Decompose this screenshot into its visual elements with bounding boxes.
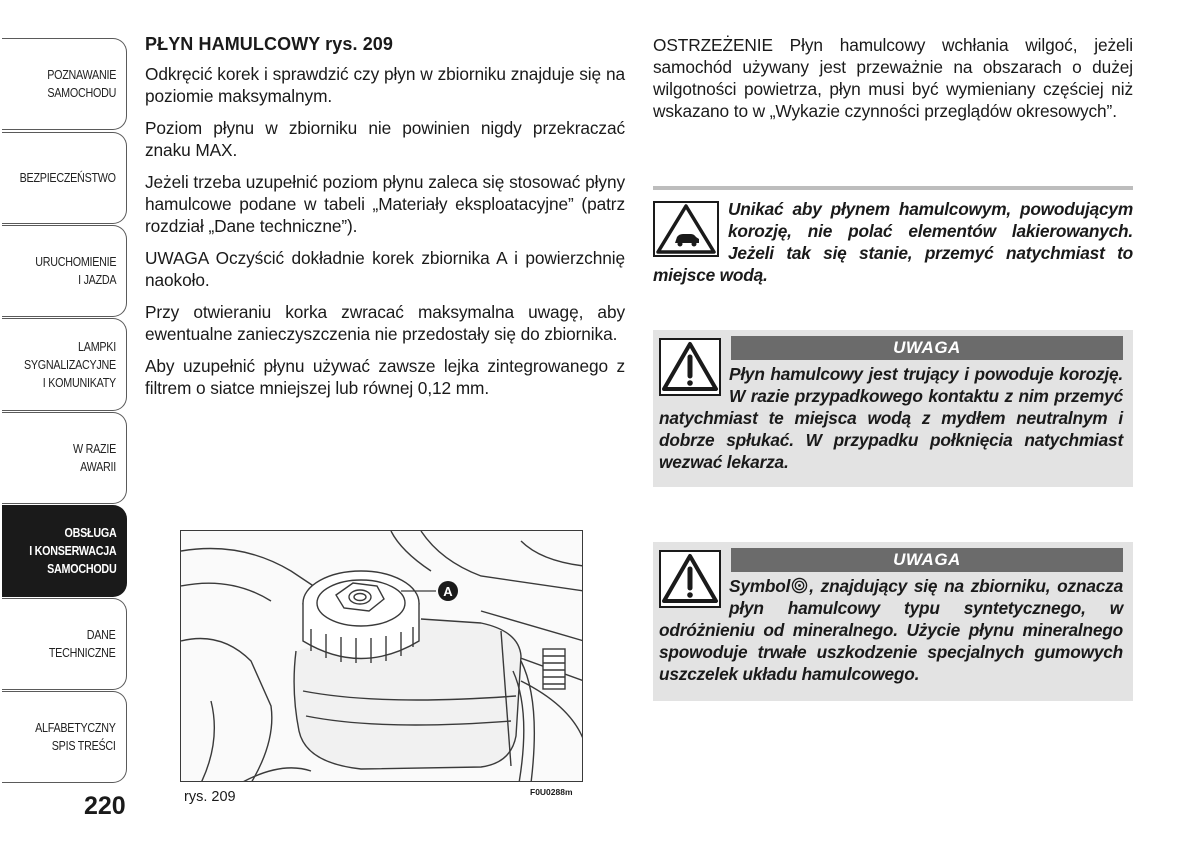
paragraph-3: Jeżeli trzeba uzupełnić poziom płynu zaleca się stosować płyny hamulcowe podane w tabeli „Materiały eksploatacyjne” (patrz rozdział „Dane techniczne”).: [145, 172, 625, 236]
paragraph-2: Poziom płynu w zbiorniku nie powinien nigdy przekraczać znaku MAX.: [145, 118, 625, 160]
reservoir-illustration: [181, 531, 583, 782]
brake-fluid-reservoir-figure: [180, 530, 583, 782]
figure-code: F0U0288m: [530, 787, 573, 797]
callout-a-label: A: [443, 584, 453, 599]
paragraph-6: Aby uzupełnić płynu używać zawsze lejka zintegrowanego z filtrem o siatce mniejszej lub równej 0,12 mm.: [145, 356, 625, 398]
tab-alfabetyczny-spis-tresci[interactable]: ALFABETYCZNY SPIS TREŚCI: [2, 691, 127, 783]
tab-uruchomienie-i-jazda[interactable]: URUCHOMIENIE I JAZDA: [2, 225, 127, 317]
figure-caption: rys. 209: [184, 789, 236, 805]
right-column: [653, 34, 1133, 122]
tab-bezpieczenstwo[interactable]: BEZPIECZEŃSTWO: [2, 132, 127, 224]
warning-text-synthetic: [659, 575, 1123, 685]
warning-note: OSTRZEŻENIE Płyn hamulcowy wchłania wilgoć, jeżeli samochód używany jest przeważnie na obszarach o dużej wilgotności powietrza, płyn musi być wymieniany częściej niż wskazano to w „Wykazie czynności przeglądów okresowych”.: [653, 35, 1133, 121]
warning-box-toxic: [653, 330, 1133, 487]
warning-title: UWAGA: [731, 336, 1123, 360]
paragraph-1: Odkręcić korek i sprawdzić czy płyn w zbiorniku znajduje się na poziomie maksymalnym.: [145, 64, 625, 106]
warning-text-toxic: Płyn hamulcowy jest trujący i powoduje korozję. W razie przypadkowego kontaktu z nim przemyć natychmiast te miejsca wodą z mydłem neutralnym i dobrze spłukać. W przypadku połknięcia natychmiast wezwać lekarza.: [659, 364, 1123, 472]
left-column: [145, 34, 625, 409]
caution-box: [653, 186, 1133, 286]
paragraph-4: UWAGA Oczyścić dokładnie korek zbiornika A i powierzchnię naokoło.: [145, 248, 625, 290]
warning-title: UWAGA: [731, 548, 1123, 572]
warning-triangle-icon: [659, 550, 723, 608]
caution-text: Unikać aby płynem hamulcowym, powodującym korozję, nie polać elementów lakierowanych. Jeżeli tak się stanie, przemyć natychmiast to miejsce wodą.: [653, 199, 1133, 285]
warning-triangle-icon: [659, 338, 723, 396]
tab-poznawanie-samochodu[interactable]: POZNAWANIE SAMOCHODU: [2, 38, 127, 130]
warning-box-synthetic: [653, 542, 1133, 701]
paragraph-5: Przy otwieraniu korka zwracać maksymalna uwagę, aby ewentualne zanieczyszczenia nie przedostały się do zbiornika.: [145, 302, 625, 344]
section-heading: PŁYN HAMULCOWY rys. 209: [145, 34, 394, 54]
tab-obsluga-i-konserwacja[interactable]: OBSŁUGA I KONSERWACJA SAMOCHODU: [2, 505, 127, 597]
synthetic-fluid-symbol-icon: [791, 577, 808, 594]
symbol-text: Symbol: [729, 576, 791, 596]
tab-w-razie-awarii[interactable]: W RAZIE AWARII: [2, 412, 127, 504]
tab-lampki-sygnalizacyjne[interactable]: LAMPKI SYGNALIZACYJNE I KOMUNIKATY: [2, 318, 127, 411]
symbol-description: , znajdujący się na zbiorniku, oznacza płyn hamulcowy typu syntetycznego, w odróżnieniu od mineralnego. Użycie płynu mineralnego spowoduje trwałe uszkodzenie specjalnych gumowych uszczelek układu hamulcowego.: [659, 576, 1123, 684]
caution-paint-icon: [653, 201, 723, 259]
tab-dane-techniczne[interactable]: DANE TECHNICZNE: [2, 598, 127, 690]
page-number: 220: [84, 792, 126, 820]
